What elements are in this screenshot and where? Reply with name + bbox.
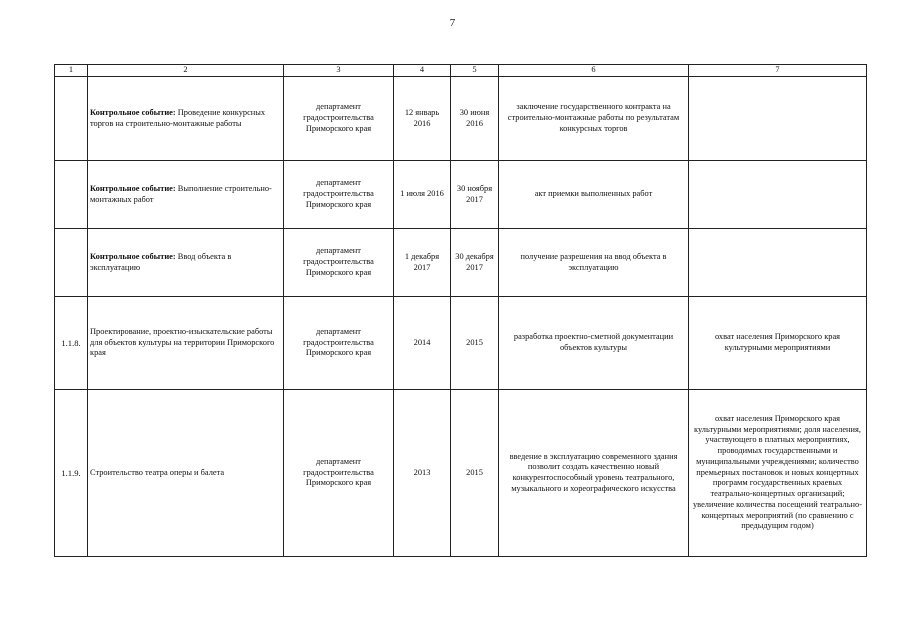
header-cell: 3 (284, 65, 394, 77)
end-date: 30 июня 2016 (451, 77, 499, 161)
row-number (55, 229, 88, 297)
target-indicator (689, 229, 867, 297)
end-date: 30 ноября 2017 (451, 161, 499, 229)
target-indicator (689, 161, 867, 229)
expected-result: акт приемки выполненных работ (499, 161, 689, 229)
row-number: 1.1.8. (55, 297, 88, 390)
start-date: 1 июля 2016 (394, 161, 451, 229)
end-date: 2015 (451, 297, 499, 390)
header-cell: 7 (689, 65, 867, 77)
table-row (55, 390, 867, 557)
table-header-row (55, 65, 867, 77)
table-row (55, 77, 867, 161)
header-cell: 5 (451, 65, 499, 77)
activity-name (88, 161, 284, 229)
expected-result: введение в эксплуатацию современного здания позволит создать качественно новый конкурентоспособный уровень театрального, музыкального и хореографического искусства (499, 390, 689, 557)
expected-result: заключение государственного контракта на строительно-монтажные работы по результатам конкурсных торгов (499, 77, 689, 161)
end-date: 2015 (451, 390, 499, 557)
control-event-label: Контрольное событие: (90, 183, 176, 193)
row-number (55, 77, 88, 161)
activity-text: Строительство театра оперы и балета (90, 467, 225, 477)
target-indicator: охват населения Приморского края культурными мероприятиями; доля населения, участвующего в платных мероприятиях, проводимых государственными и муниципальными учреждениями; количество премьерных постановок и новых концертных программ государственных краевых театрально-концертных организаций; увеличение количества посещений театрально-концертных мероприятий (по сравнению с предыдущим годом) (689, 390, 867, 557)
table-row (55, 297, 867, 390)
target-indicator (689, 77, 867, 161)
control-event-label: Контрольное событие: (90, 251, 176, 261)
table-row (55, 229, 867, 297)
responsible-department: департамент градостроительства Приморского края (284, 390, 394, 557)
responsible-department: департамент градостроительства Приморского края (284, 77, 394, 161)
header-cell: 2 (88, 65, 284, 77)
page-number: 7 (449, 17, 456, 29)
start-date: 2013 (394, 390, 451, 557)
start-date: 12 январь 2016 (394, 77, 451, 161)
row-number: 1.1.9. (55, 390, 88, 557)
start-date: 2014 (394, 297, 451, 390)
header-cell: 1 (55, 65, 88, 77)
responsible-department: департамент градостроительства Приморского края (284, 297, 394, 390)
activity-name (88, 297, 284, 390)
end-date: 30 декабря 2017 (451, 229, 499, 297)
table-row (55, 161, 867, 229)
activity-text: Проектирование, проектно-изыскательские работы для объектов культуры на территории Приморского края (90, 326, 275, 358)
expected-result: разработка проектно-сметной документации объектов культуры (499, 297, 689, 390)
header-cell: 6 (499, 65, 689, 77)
responsible-department: департамент градостроительства Приморского края (284, 229, 394, 297)
header-cell: 4 (394, 65, 451, 77)
activity-name (88, 77, 284, 161)
target-indicator: охват населения Приморского края культурными мероприятиями (689, 297, 867, 390)
activity-name (88, 229, 284, 297)
activity-text: Проведение конкурсных торгов на строительно-монтажные работы (90, 107, 266, 128)
activity-text: Выполнение строительно-монтажных работ (90, 183, 272, 204)
activities-table (54, 64, 867, 557)
control-event-label: Контрольное событие: (90, 107, 176, 117)
start-date: 1 декабря 2017 (394, 229, 451, 297)
row-number (55, 161, 88, 229)
activity-text: Ввод объекта в эксплуатацию (90, 251, 232, 272)
responsible-department: департамент градостроительства Приморского края (284, 161, 394, 229)
activity-name (88, 390, 284, 557)
expected-result: получение разрешения на ввод объекта в эксплуатацию (499, 229, 689, 297)
